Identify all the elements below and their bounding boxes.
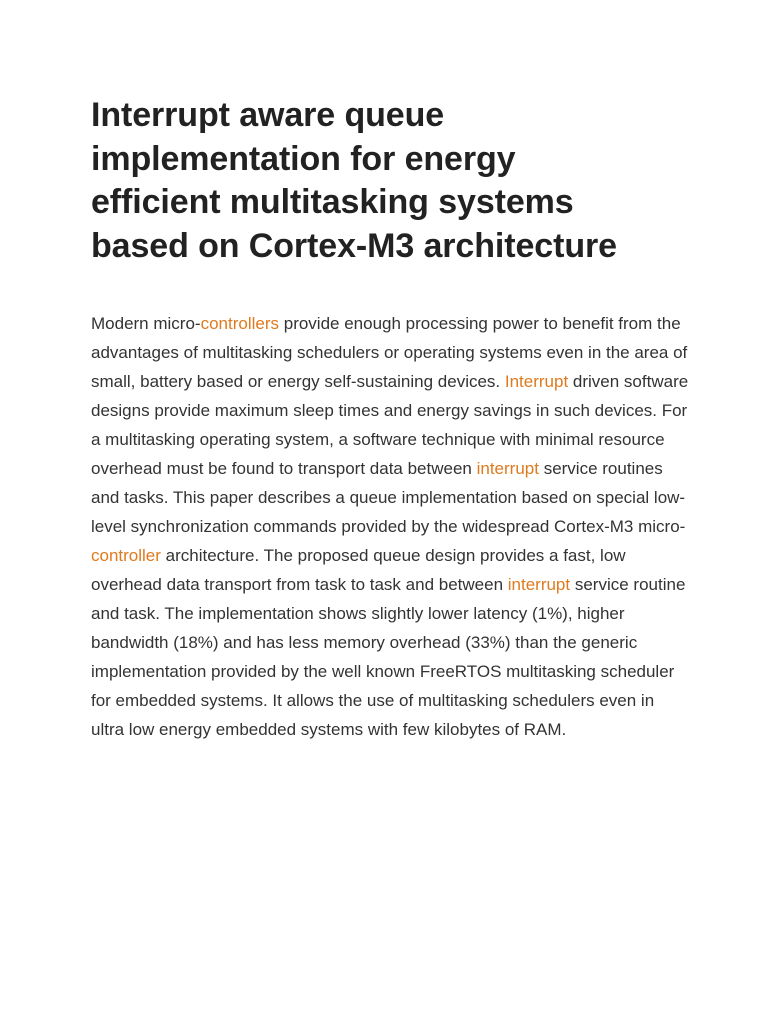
abstract-text: driven software designs provide maximum sleep times and energy savings in such devices. For a multitasking operating system, a software technique with minimal resource overhead must be found to transport data between [91, 372, 689, 478]
abstract-text: service routines and tasks. This paper describes a queue implementation based on special low-level synchronization commands provided by the widespread Cortex-M3 micro- [91, 459, 686, 536]
article-abstract [91, 309, 691, 744]
abstract-text: service routine and task. The implementation shows slightly lower latency (1%), higher bandwidth (18%) and has less memory overhead (33%) than the generic implementation provided by the well known FreeRTOS multitasking scheduler for embedded systems. It allows the use of multitasking schedulers even in ultra low energy embedded systems with few kilobytes of RAM. [91, 575, 686, 739]
link-controller[interactable]: controller [91, 546, 161, 565]
link-controllers[interactable]: controllers [200, 314, 280, 333]
abstract-text: Modern micro- [91, 314, 201, 333]
link-interrupt[interactable]: interrupt [507, 575, 571, 594]
title-line: implementation for energy [91, 139, 516, 178]
link-interrupt[interactable]: Interrupt [504, 372, 569, 391]
title-line: based on Cortex-M3 architecture [91, 226, 617, 265]
title-line: Interrupt aware queue [91, 96, 445, 134]
abstract-text: architecture. The proposed queue design provides a fast, low overhead data transport from task to task and between [91, 546, 626, 594]
article-title [91, 94, 691, 268]
article [91, 94, 691, 744]
title-line: efficient multitasking systems [91, 183, 574, 221]
link-interrupt[interactable]: interrupt [476, 459, 539, 478]
abstract-text: provide enough processing power to benefit from the advantages of multitasking schedulers or operating systems even in the area of small, battery based or energy self-sustaining devices. [91, 314, 688, 391]
